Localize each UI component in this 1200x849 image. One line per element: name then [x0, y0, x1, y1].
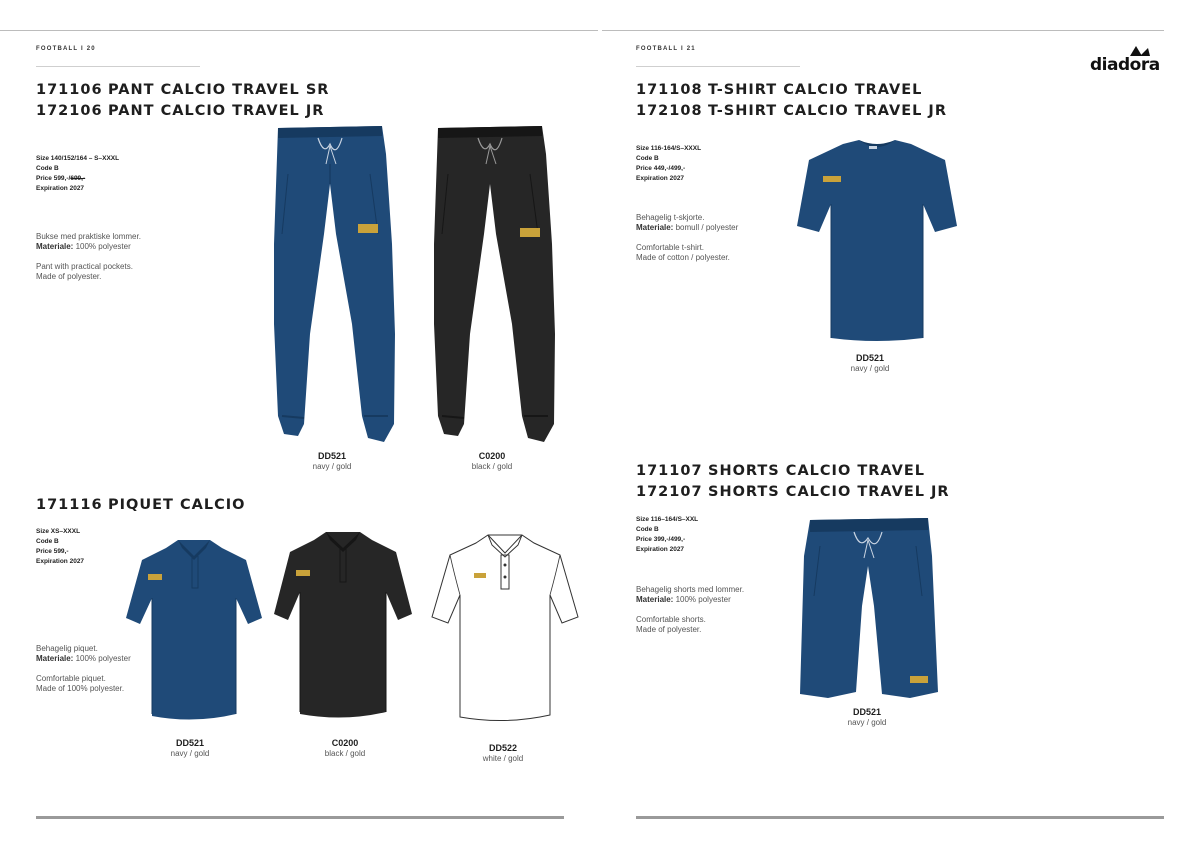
- piquet-title-line-1: 171116 PIQUET CALCIO: [36, 497, 246, 513]
- piquet-desc-no: Behagelig piquet.: [36, 644, 98, 653]
- folio-underline-right: [636, 66, 800, 67]
- pants-desc-en-1: Pant with practical pockets.: [36, 262, 133, 271]
- piquet-material: Materiale: 100% polyester: [36, 654, 131, 663]
- variant-color: navy / gold: [312, 462, 352, 471]
- piquet-variant-black: [290, 738, 400, 759]
- shorts-price: Price 399,-/499,-: [636, 536, 686, 543]
- polo-black-image: [272, 530, 414, 722]
- tshirt-title-line-2: 172108 T-SHIRT CALCIO TRAVEL JR: [636, 102, 947, 119]
- pants-expiration: Expiration 2027: [36, 185, 85, 192]
- variant-color: navy / gold: [170, 749, 210, 758]
- piquet-desc-en-1: Comfortable piquet.: [36, 674, 106, 683]
- variant-code: C0200: [478, 451, 506, 461]
- tshirt-description: [636, 213, 811, 263]
- tshirt-variant-navy: [815, 353, 925, 374]
- folio-left: FOOTBALL I 20: [36, 46, 96, 52]
- pants-title-line-1: 171106 PANT CALCIO TRAVEL SR: [36, 82, 330, 98]
- piquet-expiration: Expiration 2027: [36, 558, 85, 565]
- polo-navy-image: [124, 538, 264, 724]
- pants-size: Size 140/152/164 – S–XXXL: [36, 155, 120, 162]
- folio-right: FOOTBALL I 21: [636, 46, 696, 52]
- tshirt-size: Size 116-164/S–XXXL: [636, 145, 702, 152]
- variant-code: DD521: [317, 451, 346, 461]
- piquet-size: Size XS–XXXL: [36, 528, 81, 535]
- pants-title: [36, 80, 329, 121]
- shorts-title-line-2: 172107 SHORTS CALCIO TRAVEL JR: [636, 483, 950, 500]
- piquet-price: Price 599,-: [36, 548, 69, 555]
- diadora-wings-icon: [1090, 42, 1166, 72]
- shorts-variant-navy: [812, 707, 922, 728]
- pants-desc-no: Bukse med praktiske lommer.: [36, 232, 141, 241]
- pants-variant-black: [437, 451, 547, 472]
- shorts-material: Materiale: 100% polyester: [636, 595, 731, 604]
- tshirt-material: Materiale: bomull / polyester: [636, 223, 739, 232]
- tshirt-title-line-1: 171108 T-SHIRT CALCIO TRAVEL: [636, 82, 923, 98]
- pants-code: Code B: [36, 165, 59, 172]
- piquet-specs: [36, 527, 84, 567]
- pants-title-line-2: 172106 PANT CALCIO TRAVEL JR: [36, 102, 325, 119]
- pants-material: Materiale: 100% polyester: [36, 242, 131, 251]
- variant-color: black / gold: [471, 462, 513, 471]
- variant-code: DD521: [852, 707, 881, 717]
- variant-code: DD522: [488, 743, 517, 753]
- svg-text:diadora: diadora: [1090, 55, 1160, 72]
- piquet-title: [36, 495, 245, 516]
- tshirt-desc-en-2: Made of cotton / polyester.: [636, 253, 730, 262]
- piquet-variant-navy: [135, 738, 245, 759]
- tshirt-desc-no: Behagelig t-skjorte.: [636, 213, 705, 222]
- variant-color: navy / gold: [847, 718, 887, 727]
- shorts-desc-en-1: Comfortable shorts.: [636, 615, 706, 624]
- pants-variant-navy: [277, 451, 387, 472]
- variant-color: black / gold: [324, 749, 366, 758]
- folio-underline-left: [36, 66, 200, 67]
- shorts-expiration: Expiration 2027: [636, 546, 685, 553]
- tshirt-price: Price 449,-/499,-: [636, 165, 686, 172]
- tshirt-expiration: Expiration 2027: [636, 175, 685, 182]
- piquet-code: Code B: [36, 538, 59, 545]
- tshirt-code: Code B: [636, 155, 659, 162]
- shorts-description: [636, 585, 811, 635]
- shorts-navy-image: [798, 516, 940, 700]
- top-rule-right: [602, 30, 1164, 31]
- tshirt-navy-image: [795, 138, 959, 344]
- shorts-title: [636, 461, 950, 502]
- tshirt-title: [636, 80, 947, 121]
- variant-code: DD521: [175, 738, 204, 748]
- variant-color: white / gold: [482, 754, 524, 763]
- variant-code: C0200: [331, 738, 359, 748]
- polo-white-image: [430, 533, 580, 723]
- shorts-title-line-1: 171107 SHORTS CALCIO TRAVEL: [636, 463, 925, 479]
- pants-price: Price 599,-/699,-: [36, 175, 86, 182]
- top-rule-left: [0, 30, 598, 31]
- shorts-desc-no: Behagelig shorts med lommer.: [636, 585, 745, 594]
- bottom-rule-right: [636, 816, 1164, 819]
- shorts-specs: [636, 515, 698, 555]
- shorts-desc-en-2: Made of polyester.: [636, 625, 702, 634]
- variant-color: navy / gold: [850, 364, 890, 373]
- tshirt-desc-en-1: Comfortable t-shirt.: [636, 243, 705, 252]
- pants-description: [36, 232, 211, 282]
- pant-navy-image: [268, 124, 398, 449]
- pants-desc-en-2: Made of polyester.: [36, 272, 102, 281]
- piquet-variant-white: [448, 743, 558, 764]
- shorts-size: Size 116–164/S–XXL: [636, 516, 699, 523]
- tshirt-specs: [636, 144, 701, 184]
- brand-logo: [1090, 42, 1166, 72]
- variant-code: DD521: [855, 353, 884, 363]
- shorts-code: Code B: [636, 526, 659, 533]
- pants-specs: [36, 154, 119, 194]
- bottom-rule-left: [36, 816, 564, 819]
- pant-black-image: [428, 124, 558, 449]
- piquet-desc-en-2: Made of 100% polyester.: [36, 684, 125, 693]
